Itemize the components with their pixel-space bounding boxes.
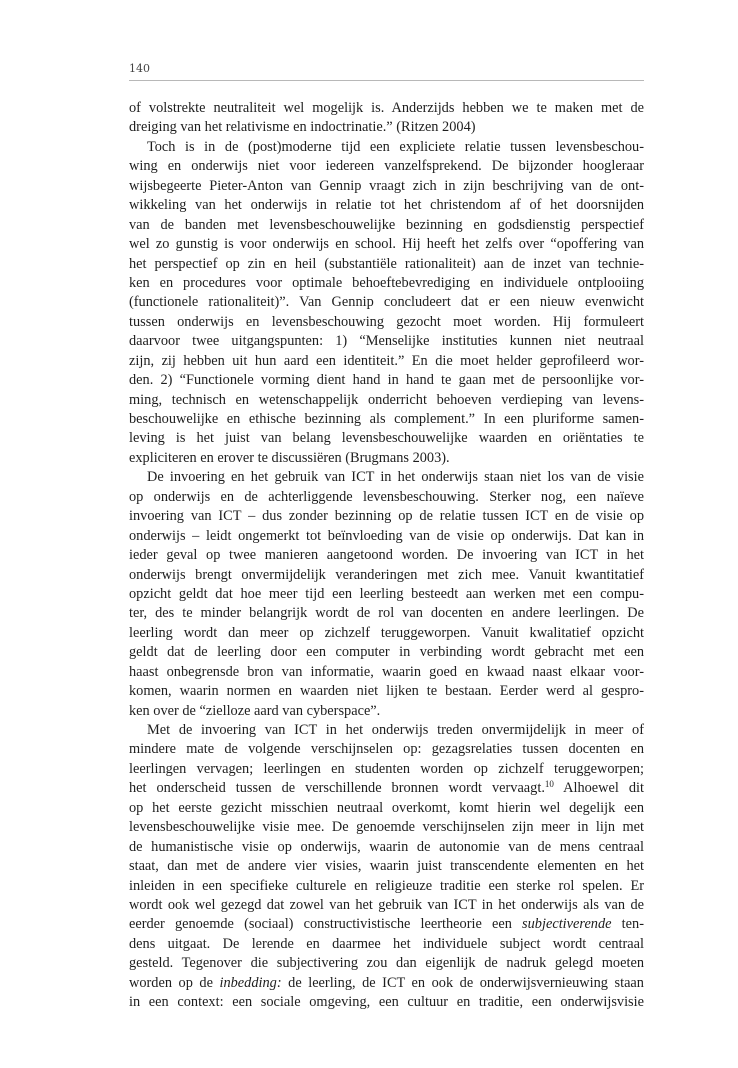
emphasized-term: inbedding:	[219, 974, 282, 991]
text-line-content: den. 2) “Functionele vorming dient hand in hand te gaan met de persoonlijke vor-	[129, 372, 644, 389]
text-line-content: ken over de “zielloze aard van cyberspace”.	[129, 702, 381, 719]
text-line	[129, 118, 644, 137]
text-line-content: komen, waarin normen en waarden niet lijken te bestaan. Eerder werd al gespro-	[129, 683, 644, 700]
text-line	[129, 157, 644, 176]
text-line-content: beschouwelijke en ethische bezinning als complement.” In een pluriforme samen-	[129, 411, 644, 427]
text-line	[129, 177, 644, 196]
text-line	[129, 216, 644, 235]
text-line	[129, 468, 644, 487]
text-line	[129, 624, 644, 643]
text-line-content: Met de invoering van ICT in het onderwijs treden onvermijdelijk in meer of	[147, 722, 644, 738]
text-line-content: wing en onderwijs niet voor iedereen vanzelfsprekend. De bijzonder hoogleraar	[129, 158, 644, 175]
text-line	[129, 332, 644, 351]
text-line-content: invoering van ICT – dus zonder bezinning op de relatie tussen ICT en de visie op	[129, 508, 644, 525]
text-line	[129, 857, 644, 876]
text-line	[129, 663, 644, 682]
text-line	[129, 527, 644, 546]
text-line	[129, 391, 644, 410]
text-line	[129, 255, 644, 274]
text-line	[129, 507, 644, 526]
text-line	[129, 682, 644, 701]
text-line	[129, 818, 644, 837]
text-line	[129, 721, 644, 740]
text-line-continuation: de leerling, de ICT en ook de onderwijsvernieuwing staan	[281, 974, 644, 991]
text-line-content: leerling wordt dan meer op zichzelf teruggeworpen. Vanuit kwalitatief opzicht	[129, 624, 644, 641]
text-line	[129, 352, 644, 371]
text-line	[129, 896, 644, 915]
text-line-content: dreiging van het relativisme en indoctrinatie.” (Ritzen 2004)	[129, 119, 476, 136]
footnote-reference: 10	[544, 779, 554, 790]
text-line	[129, 566, 644, 585]
text-line-content: geldt dat de leerling door een computer in verbinding wordt gebracht met een	[129, 644, 644, 661]
text-line-content: onderwijs brengt onvermijdelijk veranderingen met zich mee. Vanuit kwantitatief	[129, 566, 644, 583]
text-line	[129, 488, 644, 507]
text-line	[129, 760, 644, 779]
text-line-content: van de banden met levensbeschouwelijke bezinning en godsdienstig perspectief	[129, 216, 644, 233]
text-line-content: wordt ook wel gezegd dat zowel van het gebruik van ICT in het onderwijs als van de	[129, 896, 644, 913]
text-line	[129, 702, 644, 721]
text-line-content: daarvoor twee uitgangspunten: 1) “Menselijke instituties kunnen niet neutraal	[129, 333, 644, 350]
text-line	[129, 993, 644, 1012]
text-line-content: op het eerste gezicht misschien neutraal overkomt, komt hierin wel degelijk een	[129, 799, 644, 816]
text-line-content: haast onbegrensde bron van informatie, waarin goed en kwaad naast elkaar voor-	[129, 663, 644, 680]
text-line-content: eerder genoemde (sociaal) constructivistische leertheorie een	[129, 916, 523, 933]
text-line	[129, 643, 644, 662]
text-line-content: staat, dan met de andere vier visies, waarin juist transcendente elementen en het	[129, 858, 644, 875]
text-line-continuation: ten-	[611, 916, 644, 933]
text-line	[129, 838, 644, 857]
text-line	[129, 274, 644, 293]
text-line-content: ken en procedures voor optimale behoeftebevrediging en individuele ontplooiing	[129, 274, 644, 291]
text-line	[129, 954, 644, 973]
text-line	[129, 99, 644, 118]
text-line	[129, 138, 644, 157]
text-line-content: De invoering en het gebruik van ICT in het onderwijs staan niet los van de visie	[147, 469, 644, 486]
text-line	[129, 585, 644, 604]
text-line	[129, 604, 644, 623]
text-line-content: ter, des te minder belangrijk wordt de rol van docenten en andere leerlingen. De	[129, 605, 644, 622]
text-line-content: op onderwijs en de achterliggende levensbeschouwing. Sterker nog, een naïeve	[129, 488, 644, 505]
text-line-content: wel zo gunstig is voor onderwijs en school. Hij heeft het zelfs over “opoffering van	[129, 236, 644, 253]
emphasized-term: subjectiverende	[522, 916, 612, 933]
text-line	[129, 371, 644, 390]
header-rule	[129, 80, 644, 81]
text-line	[129, 740, 644, 759]
text-line	[129, 546, 644, 565]
page-number: 140	[129, 62, 150, 75]
text-line	[129, 974, 644, 993]
text-line-content: het perspectief op zin en heil (substantiële rationaliteit) aan de inzet van technie-	[129, 255, 644, 272]
text-line	[129, 293, 644, 312]
text-line-content: inleiden in een specifieke culturele en religieuze traditie een sterke rol spelen. Er	[129, 877, 644, 894]
text-line-content: expliciteren en erover te discussiëren (Brugmans 2003).	[129, 449, 450, 466]
text-line	[129, 429, 644, 448]
text-line-content: zijn, zij hebben uit hun aard een identiteit.” En die moet helder geprofileerd wor-	[129, 352, 644, 369]
text-line	[129, 196, 644, 215]
text-line	[129, 915, 644, 934]
text-line	[129, 313, 644, 332]
text-line	[129, 877, 644, 896]
text-line-content: mindere mate de volgende verschijnselen op: gezagsrelaties tussen docenten en	[129, 741, 644, 758]
text-line	[129, 449, 644, 468]
text-line-content: leerlingen vervagen; leerlingen en studenten worden op zichzelf teruggeworpen;	[129, 760, 644, 777]
text-line-content: wijsbegeerte Pieter-Anton van Gennip vraagt zich in zijn beschrijving van de ont-	[129, 177, 644, 194]
text-line-content: of volstrekte neutraliteit wel mogelijk is. Anderzijds hebben we te maken met de	[129, 100, 644, 116]
text-line	[129, 235, 644, 254]
text-line-content: in een context: een sociale omgeving, een cultuur en traditie, een onderwijsvisie	[129, 994, 644, 1011]
text-line-content: dens uitgaat. De lerende en daarmee het individuele subject wordt centraal	[129, 935, 644, 952]
text-line-content: Toch is in de (post)moderne tijd een expliciete relatie tussen levensbeschou-	[147, 138, 644, 155]
text-line	[129, 779, 644, 798]
text-line-content: (functionele rationaliteit)”. Van Gennip concludeert dat er een nieuw evenwicht	[129, 294, 644, 311]
text-line-content: gesteld. Tegenover die subjectivering zou dan eigenlijk de nadruk gelegd moeten	[129, 955, 644, 972]
text-line-content: tussen onderwijs en levensbeschouwing gezocht moet worden. Hij formuleert	[129, 313, 644, 330]
text-line-content: wikkeling van het onderwijs in relatie tot het christendom af of het doorsnijden	[129, 197, 644, 214]
text-line-content: het onderscheid tussen de verschillende bronnen wordt vervaagt.	[129, 780, 545, 797]
text-line	[129, 410, 644, 429]
text-line-content: onderwijs – leidt ongemerkt tot beïnvloeding van de visie op onderwijs. Dat kan in	[129, 527, 644, 544]
text-line	[129, 799, 644, 818]
text-line	[129, 935, 644, 954]
text-line-content: leving is het juist van belang levensbeschouwelijke waarden en oriëntaties te	[129, 430, 644, 447]
text-line-content: opzicht geldt dat hoe meer tijd een leerling besteedt aan werken met een compu-	[129, 585, 644, 602]
text-line-content: worden op de	[129, 974, 220, 991]
text-line-content: levensbeschouwelijke visie mee. De genoemde verschijnselen zijn meer in lijn met	[129, 819, 644, 836]
text-line-continuation: Alhoewel dit	[553, 780, 644, 797]
text-line-content: de humanistische visie op onderwijs, waarin de autonomie van de mens centraal	[129, 838, 644, 855]
text-line-content: ieder geval op twee manieren aangetoond worden. De invoering van ICT in het	[129, 547, 644, 564]
text-line-content: ming, technisch en wetenschappelijk onderricht behoeven verdieping van levens-	[129, 391, 644, 408]
body-text	[129, 99, 644, 1013]
